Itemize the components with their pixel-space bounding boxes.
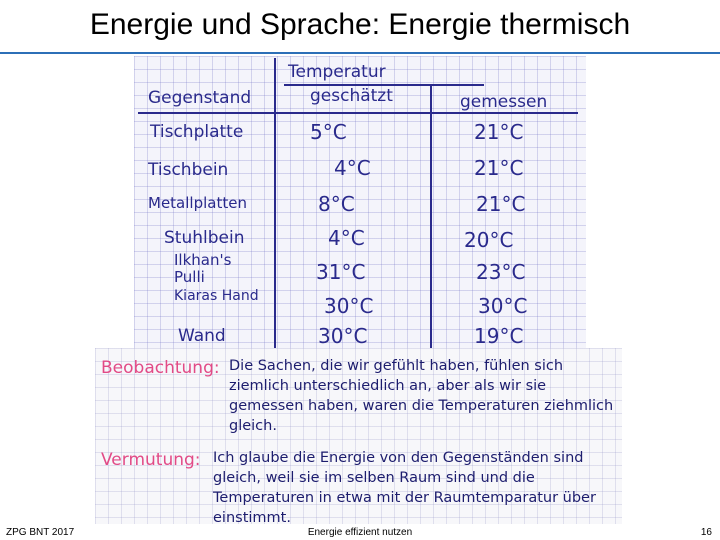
row-measured: 21°C	[474, 156, 524, 180]
row-object: Tischplatte	[150, 122, 244, 142]
notes-photo	[95, 348, 622, 524]
footer-organization: ZPG BNT 2017	[6, 527, 75, 538]
observation-text: Die Sachen, die wir gefühlt haben, fühlen sich ziemlich unterschiedlich an, aber als wir sie gemessen haben, waren die Temperaturen ziehmlich gleich.	[229, 358, 614, 434]
row-estimated: 4°C	[334, 156, 371, 180]
row-estimated: 31°C	[316, 260, 366, 284]
row-estimated: 30°C	[318, 324, 368, 348]
row-measured: 20°C	[464, 228, 514, 252]
page-number: 16	[700, 527, 712, 538]
row-estimated: 5°C	[310, 120, 347, 144]
row-estimated: 8°C	[318, 192, 355, 216]
row-measured: 30°C	[478, 294, 528, 318]
row-object: Ilkhan's Pulli	[174, 251, 232, 286]
hypothesis-label: Vermutung:	[101, 450, 201, 470]
row-object: Stuhlbein	[164, 228, 245, 248]
header-object: Gegenstand	[148, 88, 252, 108]
row-object: Metallplatten	[148, 194, 247, 212]
table-divider-1	[274, 58, 276, 354]
temperature-table-photo	[134, 56, 586, 354]
header-temperature: Temperatur	[288, 62, 386, 82]
row-object: Kiaras Hand	[174, 288, 259, 304]
hypothesis-text: Ich glaube die Energie von den Gegenständen sind gleich, weil sie im selben Raum sind und die Temperaturen in etwa mit der Raumtemparatur über einstimmt.	[213, 450, 596, 524]
row-measured: 19°C	[474, 324, 524, 348]
table-header-underline	[138, 112, 578, 114]
row-object: Tischbein	[148, 160, 229, 180]
header-measured: gemessen	[460, 92, 548, 112]
row-object: Wand	[178, 326, 226, 346]
row-estimated: 4°C	[328, 226, 365, 250]
row-measured: 21°C	[476, 192, 526, 216]
footer-topic: Energie effizient nutzen	[307, 527, 413, 538]
row-estimated: 30°C	[324, 294, 374, 318]
table-divider-2	[430, 86, 432, 354]
row-measured: 23°C	[476, 260, 526, 284]
observation-label: Beobachtung:	[101, 358, 220, 378]
title-underline	[0, 52, 720, 54]
slide-title: Energie und Sprache: Energie thermisch	[89, 8, 631, 41]
row-measured: 21°C	[474, 120, 524, 144]
header-estimated: geschätzt	[310, 86, 393, 106]
